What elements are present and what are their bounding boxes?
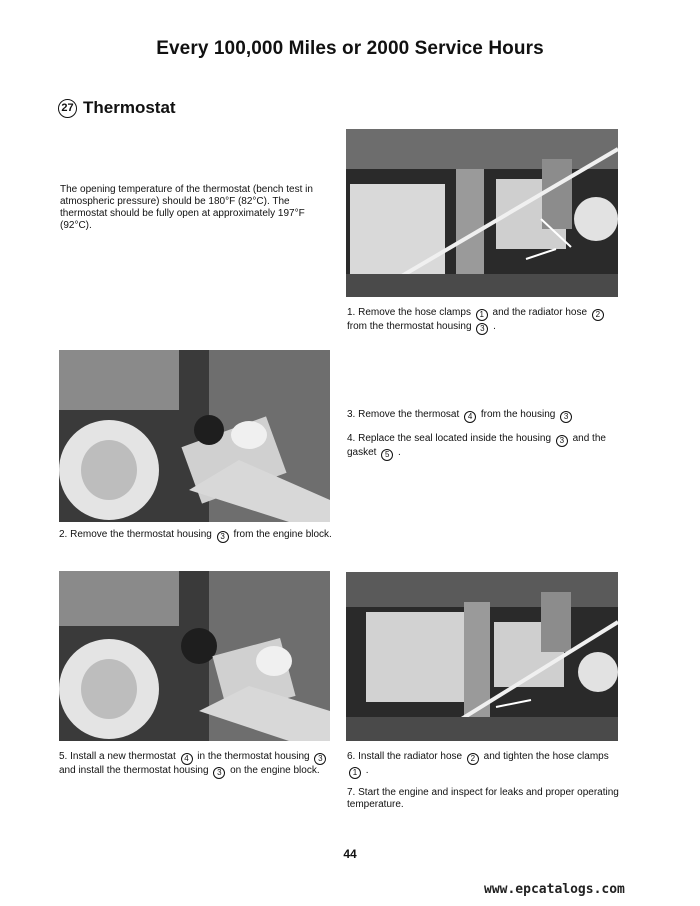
- section-number-badge: 27: [58, 99, 77, 118]
- watermark: www.epcatalogs.com: [484, 882, 625, 897]
- photo-hose-clamps: [346, 129, 618, 297]
- step-2: 2. Remove the thermostat housing 3 from the engine block.: [59, 529, 332, 541]
- step-3: 3. Remove the thermosat 4 from the housing 3: [347, 409, 622, 423]
- callout-number: 3: [560, 411, 572, 423]
- callout-number: 3: [213, 767, 225, 779]
- callout-number: 5: [381, 449, 393, 461]
- step-7: 7. Start the engine and inspect for leaks and proper operating temperature.: [347, 787, 619, 810]
- page-number: 44: [343, 847, 357, 861]
- callout-number: 2: [467, 753, 479, 765]
- callout-number: 3: [217, 531, 229, 543]
- callout-number: 4: [181, 753, 193, 765]
- section-heading: [58, 98, 176, 118]
- step-6: 6. Install the radiator hose 2 and tighten the hose clamps 1 .: [347, 751, 609, 777]
- step-4: 4. Replace the seal located inside the housing 3 and the gasket 5 .: [347, 433, 606, 459]
- step-1: 1. Remove the hose clamps 1 and the radiator hose 2 from the thermostat housing 3 .: [347, 307, 622, 335]
- section-title: Thermostat: [83, 98, 176, 117]
- step-5: 5. Install a new thermostat 4 in the thermostat housing 3 and install the thermostat housing 3 on the engine block.: [59, 751, 334, 779]
- photo-remove-housing: [59, 350, 330, 522]
- callout-number: 2: [592, 309, 604, 321]
- photo-install-hose: [346, 572, 618, 741]
- callout-number: 3: [556, 435, 568, 447]
- page-title: Every 100,000 Miles or 2000 Service Hours: [156, 38, 544, 59]
- intro-paragraph: The opening temperature of the thermostat (bench test in atmospheric pressure) should be 180°F (82°C). The thermostat should be fully open at approximately 197°F (92°C).: [60, 184, 313, 231]
- callout-number: 3: [476, 323, 488, 335]
- callout-number: 4: [464, 411, 476, 423]
- callout-number: 1: [476, 309, 488, 321]
- callout-number: 1: [349, 767, 361, 779]
- photo-install-thermostat: [59, 571, 330, 741]
- callout-number: 3: [314, 753, 326, 765]
